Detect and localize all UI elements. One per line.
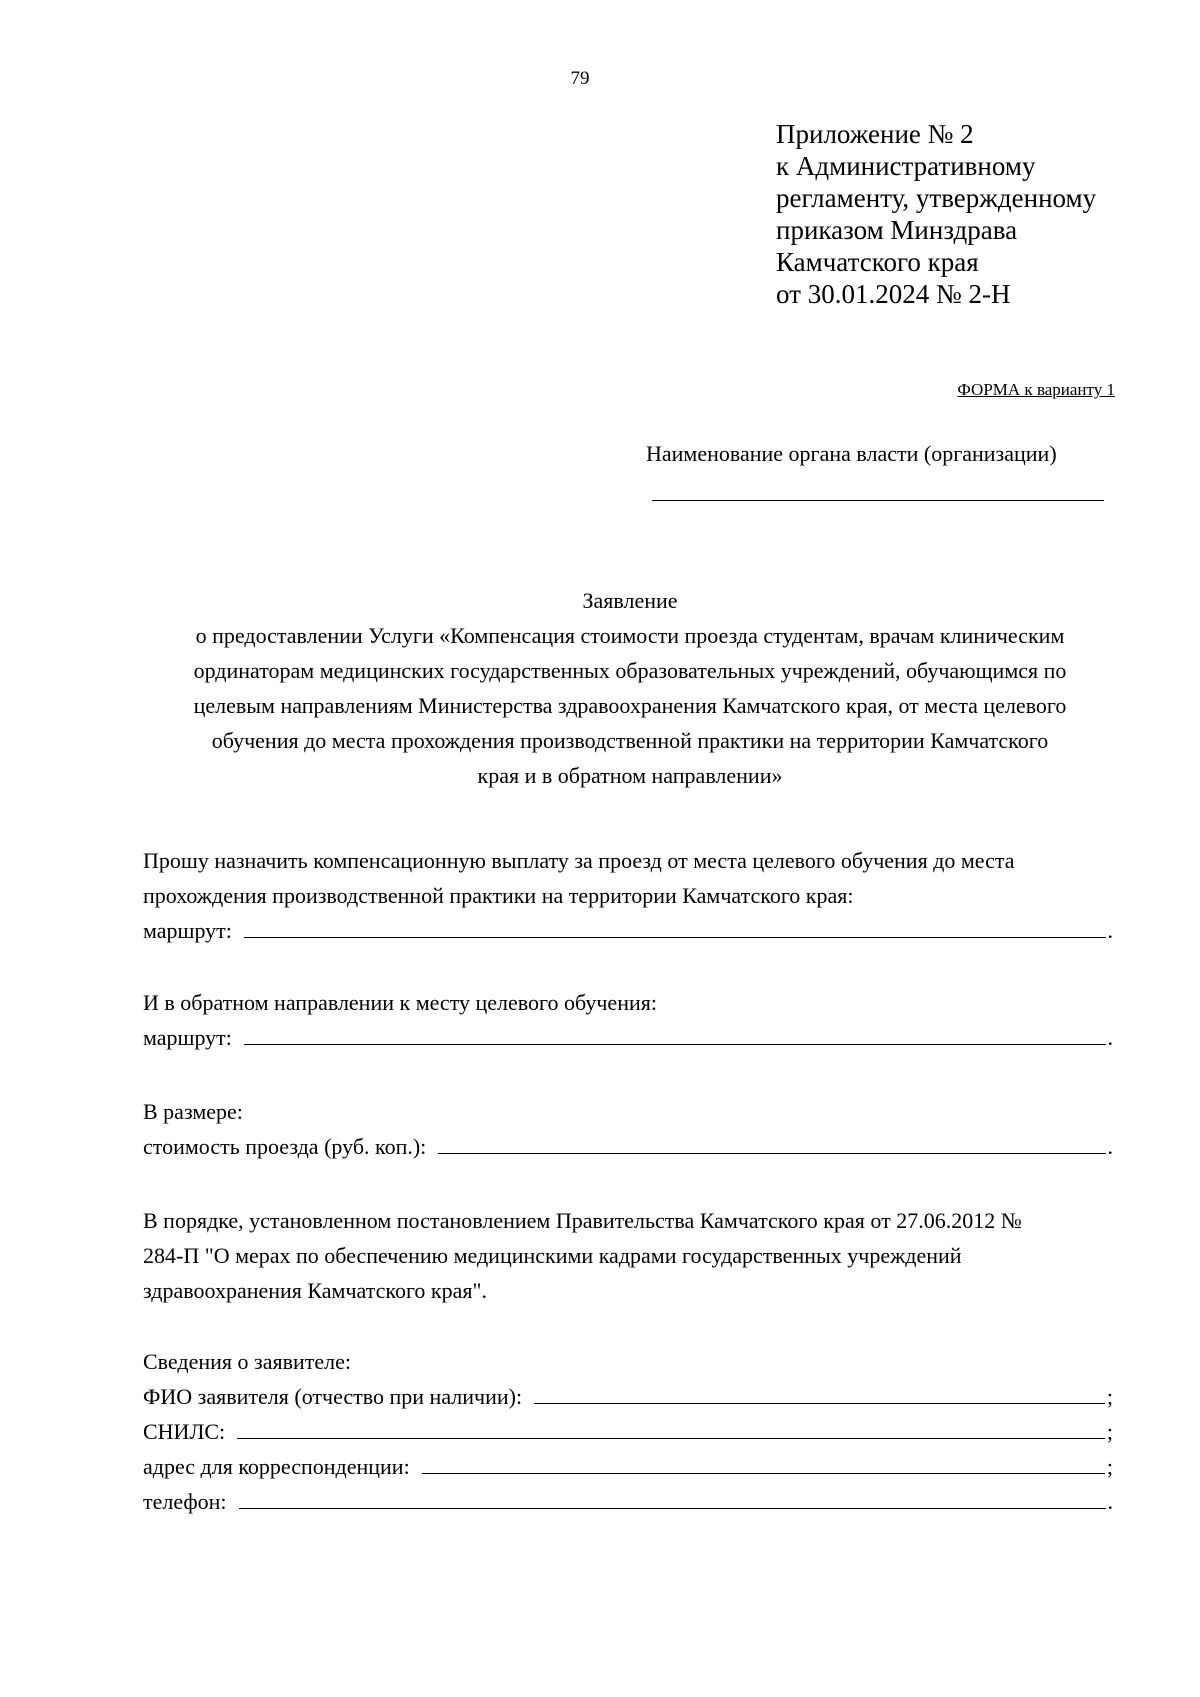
amount-paragraph [143,1094,1113,1129]
field-terminator: ; [1106,1384,1113,1409]
route-return-row [143,1020,1113,1055]
address-row [143,1449,1113,1484]
address-field[interactable] [422,1451,1105,1474]
authority-name-field[interactable] [652,500,1104,501]
travel-cost-row [143,1129,1113,1164]
appendix-line: регламенту, утвержденному [776,183,1097,213]
subject-line: обучения до места прохождения производственной практики на территории Камчатского [211,728,1049,753]
appendix-line: от 30.01.2024 № 2-Н [776,279,1011,309]
applicant-heading-block [143,1344,1113,1379]
field-terminator: . [1107,1134,1113,1159]
applicant-name-row [143,1379,1113,1414]
phone-row [143,1484,1113,1519]
subject-line: о предоставлении Услуги «Компенсация стоимости проезда студентам, врачам клиническим [195,623,1065,648]
route-return-field[interactable] [244,1022,1106,1045]
authority-name-label: Наименование органа власти (организации) [646,441,1057,466]
field-terminator: . [1107,918,1113,943]
request-line: прохождения производственной практики на территории Камчатского края: [143,883,854,908]
application-title: Заявление [582,588,678,613]
return-trip-line: И в обратном направлении к месту целевого обучения: [143,990,657,1015]
order-line: здравоохранения Камчатского края". [143,1278,487,1303]
applicant-name-label: ФИО заявителя (отчество при наличии): [143,1384,523,1409]
subject-line: края и в обратном направлении» [477,763,783,788]
field-terminator: . [1107,1489,1113,1514]
order-line: В порядке, установленном постановлением Правительства Камчатского края от 27.06.2012 № [143,1208,1022,1233]
application-subject [130,618,1130,793]
appendix-header [776,118,1096,310]
appendix-line: Приложение № 2 [776,119,974,149]
phone-field[interactable] [239,1486,1106,1509]
page-number: 79 [570,68,590,89]
subject-line: целевым направлениям Министерства здравоохранения Камчатского края, от места целевого [193,693,1067,718]
appendix-line: приказом Минздрава [776,215,1018,245]
field-terminator: ; [1106,1419,1113,1444]
phone-label: телефон: [143,1489,227,1514]
form-variant-label: ФОРМА к варианту 1 [957,380,1115,399]
appendix-line: Камчатского края [776,247,979,277]
amount-line: В размере: [143,1099,243,1124]
return-trip-paragraph [143,985,1113,1020]
appendix-line: к Административному [776,151,1036,181]
route-to-practice-field[interactable] [244,915,1106,938]
subject-line: ординаторам медицинских государственных образовательных учреждений, обучающимся по [193,658,1067,683]
travel-cost-field[interactable] [438,1131,1105,1154]
field-terminator: . [1107,1025,1113,1050]
order-line: 284-П "О мерах по обеспечению медицинскими кадрами государственных учреждений [143,1243,962,1268]
route-to-practice-row [143,913,1113,948]
snils-field[interactable] [237,1416,1105,1439]
snils-label: СНИЛС: [143,1419,226,1444]
applicant-heading: Сведения о заявителе: [143,1349,352,1374]
request-line: Прошу назначить компенсационную выплату за проезд от места целевого обучения до места [143,848,1015,873]
request-paragraph [143,843,1113,913]
route-label: маршрут: [143,1025,232,1050]
address-label: адрес для корреспонденции: [143,1454,410,1479]
snils-row [143,1414,1113,1449]
applicant-name-field[interactable] [534,1381,1105,1404]
route-label: маршрут: [143,918,232,943]
order-paragraph [143,1203,1113,1308]
field-terminator: ; [1106,1454,1113,1479]
travel-cost-label: стоимость проезда (руб. коп.): [143,1134,427,1159]
